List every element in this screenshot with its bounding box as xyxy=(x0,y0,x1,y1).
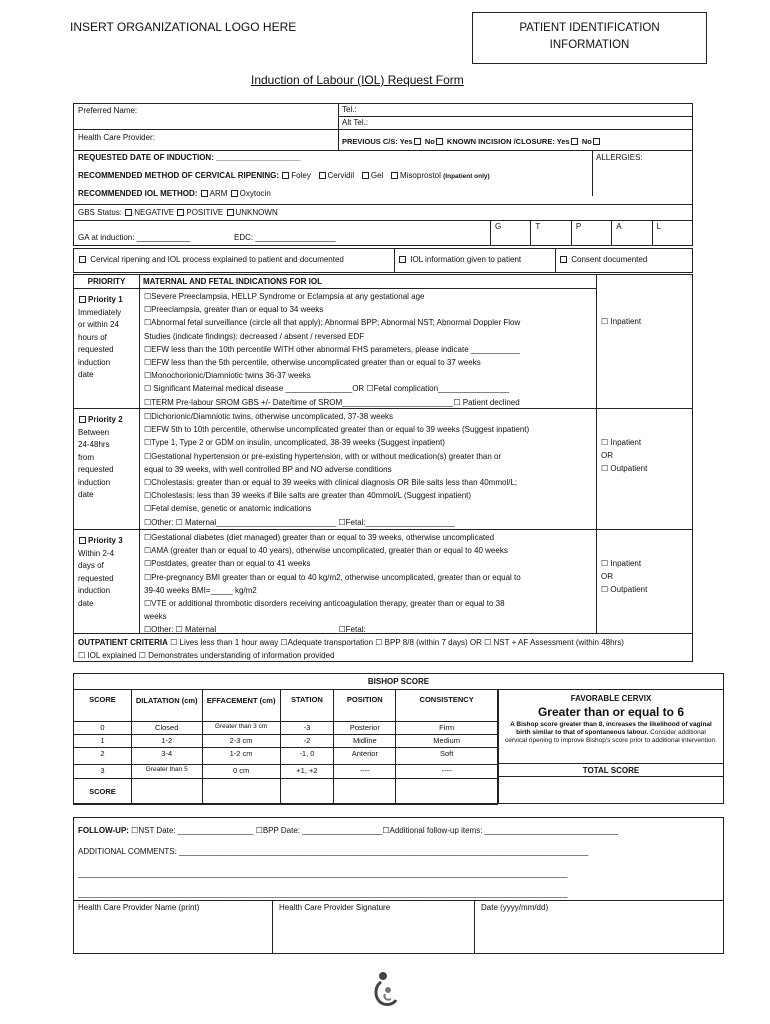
indication-item[interactable]: ☐Abnormal fetal surveillance (circle all that apply); Abnormal BPP; Abnormal NST; Abnormal Doppler Flow xyxy=(144,318,521,328)
indication-item[interactable]: ☐Gestational hypertension or pre-existing hypertension, with or without medication(s) greater than or xyxy=(144,451,502,461)
indication-item: Studies (indicate findings): decreased / absent / reversed EDF xyxy=(144,331,365,341)
setting-option[interactable]: ☐ Outpatient xyxy=(601,464,648,473)
priority-1-cell: Priority 1 Immediately or within 24 hours of requested induction date xyxy=(74,289,140,409)
setting-option[interactable]: ☐ Inpatient xyxy=(601,438,642,447)
indication-item[interactable]: ☐Monochorionic/Diamniotic twins 36-37 weeks xyxy=(144,371,311,381)
priority-1-indications xyxy=(140,289,596,409)
favorable-cervix-box: FAVORABLE CERVIX Greater than or equal to 6 A Bishop score greater than 8, increases the likelihood of vaginal birth similar to that of spontaneous labour. Consider additional cervical ripening to improve Bishop's score prior to additional intervention. xyxy=(498,690,723,763)
previous-cs-row: PREVIOUS C/S: Yes No KNOWN INCISION /CLOSURE: Yes No xyxy=(342,137,602,146)
score-input[interactable] xyxy=(131,779,202,805)
arm-checkbox[interactable] xyxy=(201,190,208,197)
indication-item[interactable]: ☐Other: ☐ Maternal___________________________ ☐Fetal:____________________ xyxy=(144,625,455,635)
indication-item[interactable]: ☐VTE or additional thrombotic disorders receiving anticoagulation therapy, greater than or equal to 38 xyxy=(144,599,505,609)
alt-tel-field[interactable]: Alt Tel.: xyxy=(339,117,692,130)
indication-item[interactable]: ☐Type 1, Type 2 or GDM on insulin, uncomplicated, 38-39 weeks (Suggest inpatient) xyxy=(144,438,445,448)
patient-id-box[interactable] xyxy=(472,12,707,64)
iol-info-checkbox[interactable] xyxy=(399,256,406,263)
indication-item[interactable]: ☐Dichorionic/Diamniotic twins, otherwise uncomplicated, 37-38 weeks xyxy=(144,412,394,421)
gtpal-l[interactable]: L xyxy=(652,220,692,246)
setting-option[interactable]: ☐ Inpatient xyxy=(601,317,642,326)
additional-comments-field[interactable]: ADDITIONAL COMMENTS: ____________________________________________________________________________________________ xyxy=(78,847,589,856)
score-input[interactable] xyxy=(202,779,280,805)
indication-item[interactable]: ☐Other: ☐ Maternal___________________________ ☐Fetal:____________________ xyxy=(144,517,455,527)
comments-line[interactable]: ______________________________________________________________________________________________________________ xyxy=(78,889,568,898)
date-field[interactable]: Date (yyyy/mm/dd) xyxy=(481,903,549,912)
provider-name-field[interactable]: Health Care Provider Name (print) xyxy=(74,900,273,953)
indication-item[interactable]: ☐ Significant Maternal medical disease _______________OR ☐Fetal complication________________ xyxy=(144,384,510,394)
table-row[interactable]: 3 Greater than 5 0 cm +1, +2 ---- ---- xyxy=(74,765,498,779)
priority-1-setting xyxy=(596,275,692,409)
score-input[interactable] xyxy=(396,779,498,805)
gtpal-a[interactable]: A xyxy=(611,220,651,246)
gbs-status-row: GBS Status: NEGATIVE POSITIVE UNKNOWN xyxy=(78,208,278,217)
priority-2-setting: ☐ Inpatient OR ☐ Outpatient xyxy=(596,409,692,530)
indication-item[interactable]: ☐EFW less than the 10th percentile WITH other abnormal FHS parameters, please indicate ___________ xyxy=(144,344,520,354)
priority-2-checkbox[interactable] xyxy=(79,416,86,423)
patient-id-line1: PATIENT IDENTIFICATION xyxy=(519,22,660,34)
health-care-provider-field[interactable]: Health Care Provider: xyxy=(74,130,339,150)
tel-field[interactable]: Tel.: xyxy=(339,104,692,117)
patient-id-line2: INFORMATION xyxy=(549,39,630,51)
gtpal-g[interactable]: G xyxy=(490,220,530,246)
bishop-table xyxy=(73,689,498,805)
priority-1-checkbox[interactable] xyxy=(79,296,86,303)
requested-date-field[interactable]: REQUESTED DATE OF INDUCTION: ___________________ xyxy=(78,153,301,162)
priority-3-setting: ☐ Inpatient OR ☐ Outpatient xyxy=(596,530,692,634)
outpatient-criteria-items-2[interactable]: ☐ IOL explained ☐ Demonstrates understanding of information provided xyxy=(78,651,335,661)
allergies-field[interactable]: ALLERGIES: xyxy=(596,153,643,162)
bishop-header-row: SCORE DILATATION (cm) EFFACEMENT (cm) STATION POSITION CONSISTENCY xyxy=(74,690,498,722)
gtpal-p[interactable]: P xyxy=(571,220,611,246)
foley-checkbox[interactable] xyxy=(282,172,289,179)
priority-3-cell: Priority 3 Within 2-4 days of requested induction date xyxy=(74,530,140,634)
consent-documented-checkbox[interactable] xyxy=(560,256,567,263)
ripening-method-row: RECOMMENDED METHOD OF CERVICAL RIPENING: Foley Cervidil Gel Misoprostol (Inpatient only) xyxy=(78,171,490,180)
indication-item[interactable]: ☐Postdates, greater than or equal to 41 weeks xyxy=(144,559,311,569)
setting-option[interactable]: ☐ Inpatient xyxy=(601,559,642,568)
gbs-unknown-checkbox[interactable] xyxy=(227,209,234,216)
comments-line[interactable]: ______________________________________________________________________________________________________________ xyxy=(78,869,568,878)
table-row[interactable]: 0 Closed Greater than 3 cm -3 Posterior Firm xyxy=(74,722,498,735)
nst-date-field[interactable]: ☐NST Date: _________________ xyxy=(131,826,254,835)
table-row[interactable]: 1 1-2 2-3 cm -2 Midline Medium xyxy=(74,735,498,748)
edc-field[interactable]: EDC: __________________ xyxy=(234,233,336,242)
cervidil-checkbox[interactable] xyxy=(319,172,326,179)
incision-no-checkbox[interactable] xyxy=(593,138,600,145)
indications-col-header: MATERNAL AND FETAL INDICATIONS FOR IOL xyxy=(140,275,596,289)
table-row[interactable]: 2 3-4 1-2 cm -1, 0 Anterior Soft xyxy=(74,748,498,765)
previous-cs-yes-checkbox[interactable] xyxy=(414,138,421,145)
indication-item[interactable]: ☐Preeclampsia, greater than or equal to 34 weeks xyxy=(144,305,324,315)
mother-baby-logo-icon xyxy=(373,970,399,1008)
follow-up-section: FOLLOW-UP: ☐NST Date: _________________ ☐BPP Date: __________________☐Additional follow-up items: ______________________________ ADDITIONAL COMMENTS: ____________________________________________________________________________________________ ______________________________________________________________________________________________________________ ______________________________________________________________________________________________________________ Health Care Provider Name (print) Health Care Provider Signature Date (yyyy/mm/dd) xyxy=(73,817,724,954)
priority-table xyxy=(73,274,693,662)
priority-col-header: PRIORITY xyxy=(74,275,140,289)
patient-details-section xyxy=(73,103,693,246)
priority-2-cell: Priority 2 Between 24-48hrs from requested induction date xyxy=(74,409,140,530)
indication-item[interactable]: ☐TERM Pre-labour SROM GBS +/- Date/time of SROM_________________________☐ Patient declined xyxy=(144,397,520,407)
ga-induction-field[interactable]: GA at induction: ____________ xyxy=(78,233,191,242)
bpp-date-field[interactable]: ☐BPP Date: __________________ xyxy=(255,826,383,835)
indication-item[interactable]: ☐Pre-pregnancy BMI greater than or equal to 40 kg/m2, otherwise uncomplicated, greater than or equal to xyxy=(144,572,521,582)
iol-method-row: RECOMMENDED IOL METHOD: ARM Oxytocin xyxy=(78,189,271,198)
outpatient-criteria-items[interactable]: ☐ Lives less than 1 hour away ☐Adequate transportation ☐ BPP 8/8 (within 7 days) OR ☐ NST + AF Assessment (within 48hrs) xyxy=(170,638,624,647)
incision-yes-checkbox[interactable] xyxy=(571,138,578,145)
bishop-title: BISHOP SCORE xyxy=(74,674,723,690)
indication-item[interactable]: ☐EFW 5th to 10th percentile, otherwise uncomplicated greater than or equal to 39 weeks (Suggest inpatient) xyxy=(144,425,530,435)
gbs-negative-checkbox[interactable] xyxy=(125,209,132,216)
indication-item[interactable]: ☐Cholestasis: less than 39 weeks if Bile salts are greater than 40mmol/L (Suggest inpatient) xyxy=(144,491,472,501)
page-title: Induction of Labour (IOL) Request Form xyxy=(251,73,464,87)
indication-item: 39-40 weeks BMI=_____ kg/m2 xyxy=(144,585,257,595)
outpatient-criteria: OUTPATIENT CRITERIA ☐ Lives less than 1 hour away ☐Adequate transportation ☐ BPP 8/8 (within 7 days) OR ☐ NST + AF Assessment (within 48hrs) ☐ IOL explained ☐ Demonstrates understanding of information provided xyxy=(78,636,690,662)
indication-item[interactable]: ☐Severe Preeclampsia, HELLP Syndrome or Eclampsia at any gestational age xyxy=(144,292,425,301)
ripening-explained-checkbox[interactable] xyxy=(79,256,86,263)
preferred-name-field[interactable]: Preferred Name: xyxy=(74,104,339,130)
priority-3-indications xyxy=(140,530,596,634)
additional-followup-field[interactable]: ☐Additional follow-up items: ______________________________ xyxy=(382,826,619,835)
indication-item[interactable]: ☐Gestational diabetes (diet managed) greater than or equal to 39 weeks, otherwise uncomplicated xyxy=(144,533,495,542)
bishop-score-row: SCORE xyxy=(74,779,498,805)
provider-signature-field[interactable]: Health Care Provider Signature xyxy=(273,900,475,953)
score-input[interactable] xyxy=(334,779,396,805)
total-score-label: TOTAL SCORE xyxy=(498,763,723,777)
total-score-input[interactable] xyxy=(498,777,723,803)
previous-cs-no-checkbox[interactable] xyxy=(436,138,443,145)
setting-option[interactable]: ☐ Outpatient xyxy=(601,585,648,594)
gtpal-grid xyxy=(490,220,692,246)
oxytocin-checkbox[interactable] xyxy=(231,190,238,197)
indication-item[interactable]: ☐Fetal demise, genetic or anatomic indications xyxy=(144,504,312,514)
consent-row: Cervical ripening and IOL process explained to patient and documented IOL information given to patient Consent documented xyxy=(73,248,693,273)
indication-item[interactable]: ☐EFW less than the 5th percentile, otherwise uncomplicated greater than or equal to 37 weeks xyxy=(144,358,481,368)
logo-placeholder: INSERT ORGANIZATIONAL LOGO HERE xyxy=(70,20,297,34)
priority-2-indications xyxy=(140,409,596,530)
gbs-positive-checkbox[interactable] xyxy=(177,209,184,216)
gel-checkbox[interactable] xyxy=(362,172,369,179)
indication-item: weeks xyxy=(144,612,167,622)
bishop-score-section xyxy=(73,673,724,804)
priority-3-checkbox[interactable] xyxy=(79,537,86,544)
misoprostol-checkbox[interactable] xyxy=(391,172,398,179)
indication-item[interactable]: ☐AMA (greater than or equal to 40 years), otherwise uncomplicated, greater than or equal to 40 weeks xyxy=(144,546,508,556)
indication-item: equal to 39 weeks, with well controlled BP and NO adverse conditions xyxy=(144,464,392,474)
gtpal-t[interactable]: T xyxy=(530,220,570,246)
score-input[interactable] xyxy=(280,779,334,805)
indication-item[interactable]: ☐Cholestasis: greater than or equal to 39 weeks with clinical diagnosis OR Bile salts less than 40mmol/L; xyxy=(144,478,518,488)
